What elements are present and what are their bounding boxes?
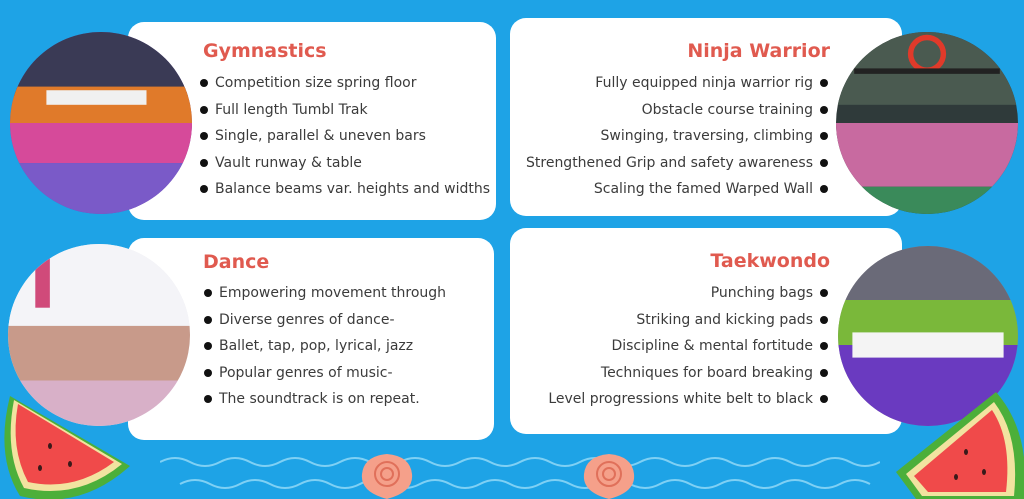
list-item: Discipline & mental fortitude — [548, 333, 828, 360]
bullet-icon — [200, 79, 208, 87]
dance-title: Dance — [203, 251, 270, 273]
list-item: Ballet, tap, pop, lyrical, jazz — [204, 333, 446, 360]
list-item: Striking and kicking pads — [548, 307, 828, 334]
list-item: Fully equipped ninja warrior rig — [526, 70, 828, 97]
watermelon-slice-icon — [896, 392, 1024, 499]
bullet-icon — [820, 159, 828, 167]
bullet-icon — [204, 289, 212, 297]
bullet-icon — [820, 185, 828, 193]
list-item: Obstacle course training — [526, 97, 828, 124]
gymnastics-list — [200, 70, 490, 203]
bullet-icon — [204, 395, 212, 403]
bullet-icon — [820, 316, 828, 324]
list-item: Competition size spring floor — [200, 70, 490, 97]
bullet-icon — [820, 289, 828, 297]
list-item: Popular genres of music- — [204, 360, 446, 387]
bullet-icon — [204, 316, 212, 324]
ninja-warrior-list — [526, 70, 828, 203]
taekwondo-list — [548, 280, 828, 413]
bullet-icon — [820, 132, 828, 140]
list-item: Full length Tumbl Trak — [200, 97, 490, 124]
seashell-icon — [580, 452, 638, 499]
bullet-icon — [820, 79, 828, 87]
watermelon-slice-icon — [0, 396, 140, 499]
list-item: The soundtrack is on repeat. — [204, 386, 446, 413]
taekwondo-title: Taekwondo — [710, 250, 830, 272]
list-item: Balance beams var. heights and widths — [200, 176, 490, 203]
bullet-icon — [200, 106, 208, 114]
list-item: Scaling the famed Warped Wall — [526, 176, 828, 203]
gymnastics-title: Gymnastics — [203, 40, 327, 62]
list-item: Level progressions white belt to black — [548, 386, 828, 413]
bullet-icon — [204, 369, 212, 377]
dance-list — [204, 280, 446, 413]
list-item: Swinging, traversing, climbing — [526, 123, 828, 150]
bullet-icon — [820, 342, 828, 350]
list-item: Punching bags — [548, 280, 828, 307]
bullet-icon — [200, 132, 208, 140]
list-item: Diverse genres of dance- — [204, 307, 446, 334]
bullet-icon — [820, 106, 828, 114]
seashell-icon — [358, 452, 416, 499]
list-item: Single, parallel & uneven bars — [200, 123, 490, 150]
bullet-icon — [820, 369, 828, 377]
list-item: Vault runway & table — [200, 150, 490, 177]
bullet-icon — [820, 395, 828, 403]
ninja-warrior-photo — [836, 32, 1018, 214]
wave-lines — [160, 440, 880, 499]
gymnastics-photo — [10, 32, 192, 214]
ninja-warrior-title: Ninja Warrior — [687, 40, 830, 62]
list-item: Empowering movement through — [204, 280, 446, 307]
bullet-icon — [200, 159, 208, 167]
list-item: Techniques for board breaking — [548, 360, 828, 387]
bullet-icon — [204, 342, 212, 350]
bullet-icon — [200, 185, 208, 193]
list-item: Strengthened Grip and safety awareness — [526, 150, 828, 177]
